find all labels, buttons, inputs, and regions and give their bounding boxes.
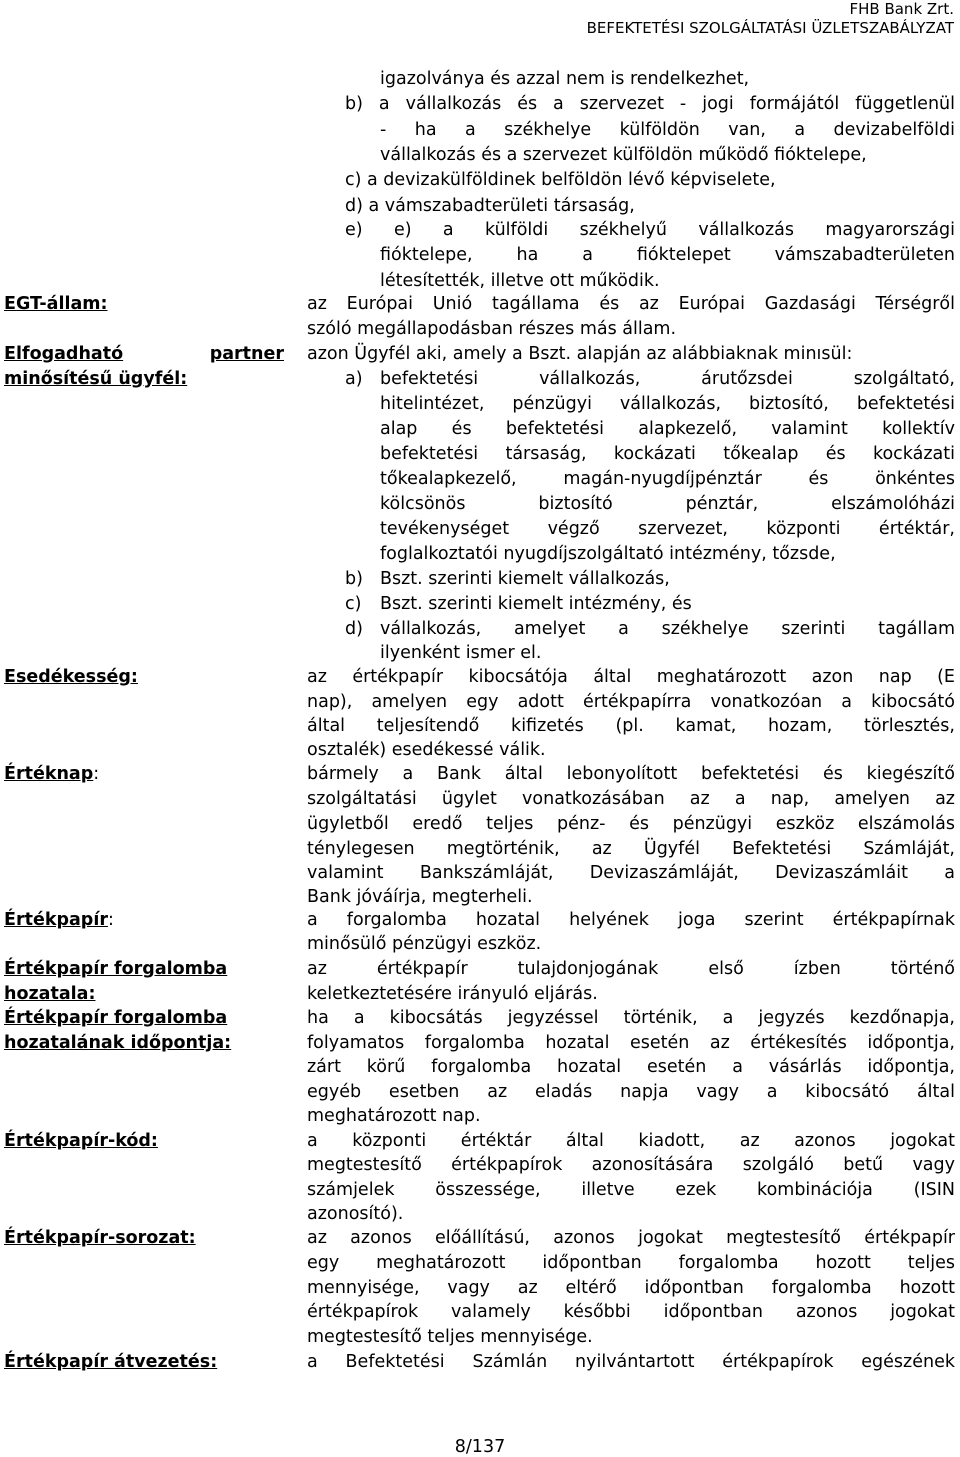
continuation-line: fióktelepe, ha a fióktelepet vámszabadterületen xyxy=(380,245,955,265)
list-line: tevékenységet végző szervezet, központi értéktár, xyxy=(380,519,955,539)
continuation-line: d) a vámszabadterületi társaság, xyxy=(345,196,635,216)
definition-line: az értékpapír kibocsátója által meghatározott azon nap (E xyxy=(307,667,955,687)
list-line: Bszt. szerinti kiemelt vállalkozás, xyxy=(380,569,670,589)
continuation-line: igazolványa és azzal nem is rendelkezhet, xyxy=(380,69,750,89)
definition-line: keletkeztetésére irányuló eljárás. xyxy=(307,984,598,1004)
continuation-line: c) a devizakülföldinek belföldön lévő képviselete, xyxy=(345,170,776,190)
definition-line: számjelek összessége, illetve ezek kombinációja (ISIN xyxy=(307,1180,955,1200)
list-line: Bszt. szerinti kiemelt intézmény, és xyxy=(380,594,692,614)
definition-line: Bank jóváírja, megterheli. xyxy=(307,887,533,907)
definition-line: azonosító). xyxy=(307,1204,404,1224)
continuation-line: létesítették, illetve ott működik. xyxy=(380,271,660,291)
definition-line: egyéb esetben az eladás napja vagy a kibocsátó által xyxy=(307,1082,955,1102)
term-ertekpapir: Értékpapír: xyxy=(4,910,114,930)
definition-line: a Befektetési Számlán nyilvántartott értékpapírok egészének xyxy=(307,1352,955,1372)
definition-line: értékpapírok valamely későbbi időpontban azonos jogokat xyxy=(307,1302,955,1322)
definition-line: nap), amelyen egy adott értékpapírra vonatkozóan a kibocsátó xyxy=(307,692,955,712)
page-number: 8/137 xyxy=(454,1437,506,1457)
list-line: kölcsönös biztosító pénztár, elszámolóházi xyxy=(380,494,955,514)
list-line: tőkealapkezelő, magán-nyugdíjpénztár és önkéntes xyxy=(380,469,955,489)
company-name: FHB Bank Zrt. xyxy=(849,0,954,18)
term-ertekpapir-atvezetes: Értékpapír átvezetés: xyxy=(4,1352,218,1372)
definition-line: által teljesítendő kifizetés (pl. kamat, hozam, törlesztés, xyxy=(307,716,955,736)
definition-line: meghatározott nap. xyxy=(307,1106,481,1126)
definition-line: minősülő pénzügyi eszköz. xyxy=(307,934,542,954)
definition-line: a forgalomba hozatal helyének joga szerint értékpapírnak xyxy=(307,910,955,930)
definition-line: egy meghatározott időpontban forgalomba hozott teljes xyxy=(307,1253,955,1273)
definition-line: megtestesítő teljes mennyisége. xyxy=(307,1327,593,1347)
list-line: foglalkoztatói nyugdíjszolgáltató intézmény, tőzsde, xyxy=(380,544,836,564)
term-ertekpapir-kod: Értékpapír-kód: xyxy=(4,1131,158,1151)
continuation-line: - ha a székhelye külföldön van, a devizabelföldi xyxy=(380,120,955,140)
continuation-line: b) a vállalkozás és a szervezet - jogi formájától függetlenül xyxy=(345,94,955,114)
list-line: hitelintézet, pénzügyi vállalkozás, biztosító, befektetési xyxy=(380,394,955,414)
list-line: befektetési társaság, kockázati tőkealap és kockázati xyxy=(380,444,955,464)
definition-line: szolgáltatási ügylet vonatkozásában az a nap, amelyen az xyxy=(307,789,955,809)
term-elfogadhato-partner: Elfogadható partner xyxy=(4,344,284,364)
definition-line: mennyisége, vagy az eltérő időpontban forgalomba hozott xyxy=(307,1278,955,1298)
page-header xyxy=(587,0,954,38)
term-forgalomba-hozatal-idopont-line2: hozatalának időpontja: xyxy=(4,1033,232,1053)
list-line: vállalkozás, amelyet a székhelye szerinti tagállam xyxy=(380,619,955,639)
definition-line: az azonos előállítású, azonos jogokat megtestesítő értékpapír xyxy=(307,1228,955,1248)
definition-line: ügyletből eredő teljes pénz- és pénzügyi eszköz elszámolás xyxy=(307,814,955,834)
definition-line: zárt körű forgalomba hozatal esetén a vásárlás időpontja, xyxy=(307,1057,955,1077)
definition-line: ténylegesen megtörténik, az Ügyfél Befektetési Számláját, xyxy=(307,839,955,859)
term-erteknap: Értéknap: xyxy=(4,764,100,784)
continuation-line: e) e) a külföldi székhelyű vállalkozás magyarországi xyxy=(345,220,955,240)
definition-line: az értékpapír tulajdonjogának első ízben történő xyxy=(307,959,955,979)
definition-line: ha a kibocsátás jegyzéssel történik, a jegyzés kezdőnapja, xyxy=(307,1008,955,1028)
list-label: c) xyxy=(345,594,362,614)
list-label: b) xyxy=(345,569,363,589)
term-esedekesseg: Esedékesség: xyxy=(4,667,138,687)
definition-line: bármely a Bank által lebonyolított befektetési és kiegészítő xyxy=(307,764,955,784)
continuation-line: vállalkozás és a szervezet külföldön működő fióktelepe, xyxy=(380,145,867,165)
term-forgalomba-hozatal-idopont: Értékpapír forgalomba xyxy=(4,1008,228,1028)
definition-line: szóló megállapodásban részes más állam. xyxy=(307,319,677,339)
document-title: BEFEKTETÉSI SZOLGÁLTATÁSI ÜZLETSZABÁLYZAT xyxy=(586,19,954,37)
list-label: a) xyxy=(345,369,363,389)
list-line: ilyenként ismer el. xyxy=(380,643,542,663)
term-elfogadhato-partner-line2: minősítésű ügyfél: xyxy=(4,369,188,389)
term-forgalomba-hozatal: Értékpapír forgalomba xyxy=(4,959,228,979)
term-egt-allam: EGT-állam: xyxy=(4,294,108,314)
list-label: d) xyxy=(345,619,363,639)
list-line: befektetési vállalkozás, árutőzsdei szolgáltató, xyxy=(380,369,955,389)
definition-line: valamint Bankszámláját, Devizaszámláját, Devizaszámláit a xyxy=(307,863,955,883)
definition-line: a központi értéktár által kiadott, az azonos jogokat xyxy=(307,1131,955,1151)
definition-line: azon Ügyfél aki, amely a Bszt. alapján az alábbiaknak minısül: xyxy=(307,344,853,364)
list-line: alap és befektetési alapkezelő, valamint kollektív xyxy=(380,419,955,439)
term-forgalomba-hozatal-line2: hozatala: xyxy=(4,984,96,1004)
term-ertekpapir-sorozat: Értékpapír-sorozat: xyxy=(4,1228,196,1248)
definition-line: folyamatos forgalomba hozatal esetén az értékesítés időpontja, xyxy=(307,1033,955,1053)
definition-line: megtestesítő értékpapírok azonosítására szolgáló betű vagy xyxy=(307,1155,955,1175)
definition-line: az Európai Unió tagállama és az Európai Gazdasági Térségről xyxy=(307,294,955,314)
definition-line: osztalék) esedékessé válik. xyxy=(307,740,546,760)
